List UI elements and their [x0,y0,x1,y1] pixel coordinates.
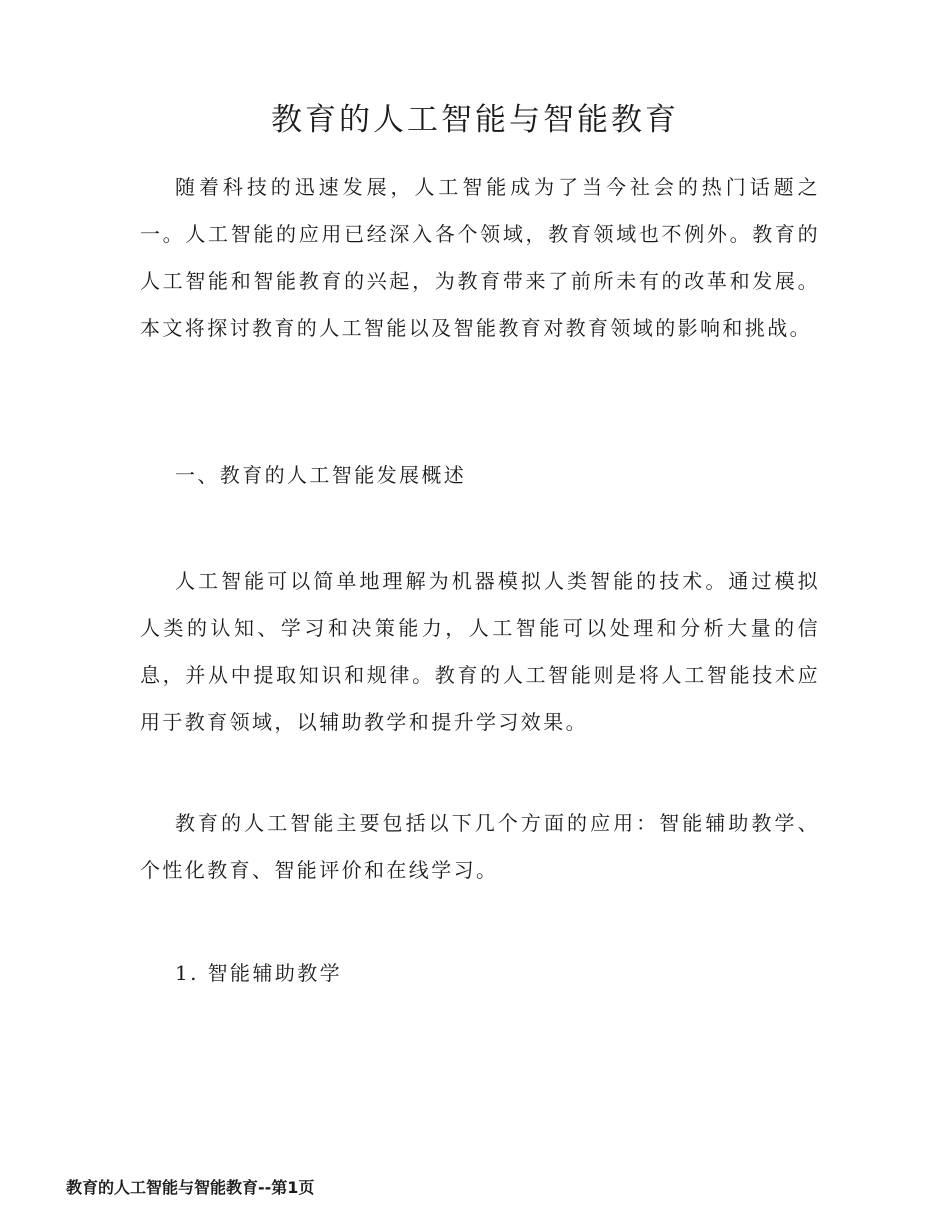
body-paragraph: 人工智能可以简单地理解为机器模拟人类智能的技术。通过模拟人类的认知、学习和决策能力，人工智能可以处理和分析大量的信息，并从中提取知识和规律。教育的人工智能则是将人工智能技术应用于教育领域，以辅助教学和提升学习效果。 [140,569,820,734]
body-paragraph-applications: 教育的人工智能主要包括以下几个方面的应用：智能辅助教学、个性化教育、智能评价和在线学习。 [140,811,820,882]
section-heading: 一、教育的人工智能发展概述 [175,463,467,487]
intro-paragraph: 随着科技的迅速发展，人工智能成为了当今社会的热门话题之一。人工智能的应用已经深入各个领域，教育领域也不例外。教育的人工智能和智能教育的兴起，为教育带来了前所未有的改革和发展。本文将探讨教育的人工智能以及智能教育对教育领域的影响和挑战。 [140,175,820,340]
subsection-heading: 1. 智能辅助教学 [175,961,343,985]
document-title: 教育的人工智能与智能教育 [271,102,679,138]
page-footer: 教育的人工智能与智能教育--第1页 [66,1178,315,1197]
